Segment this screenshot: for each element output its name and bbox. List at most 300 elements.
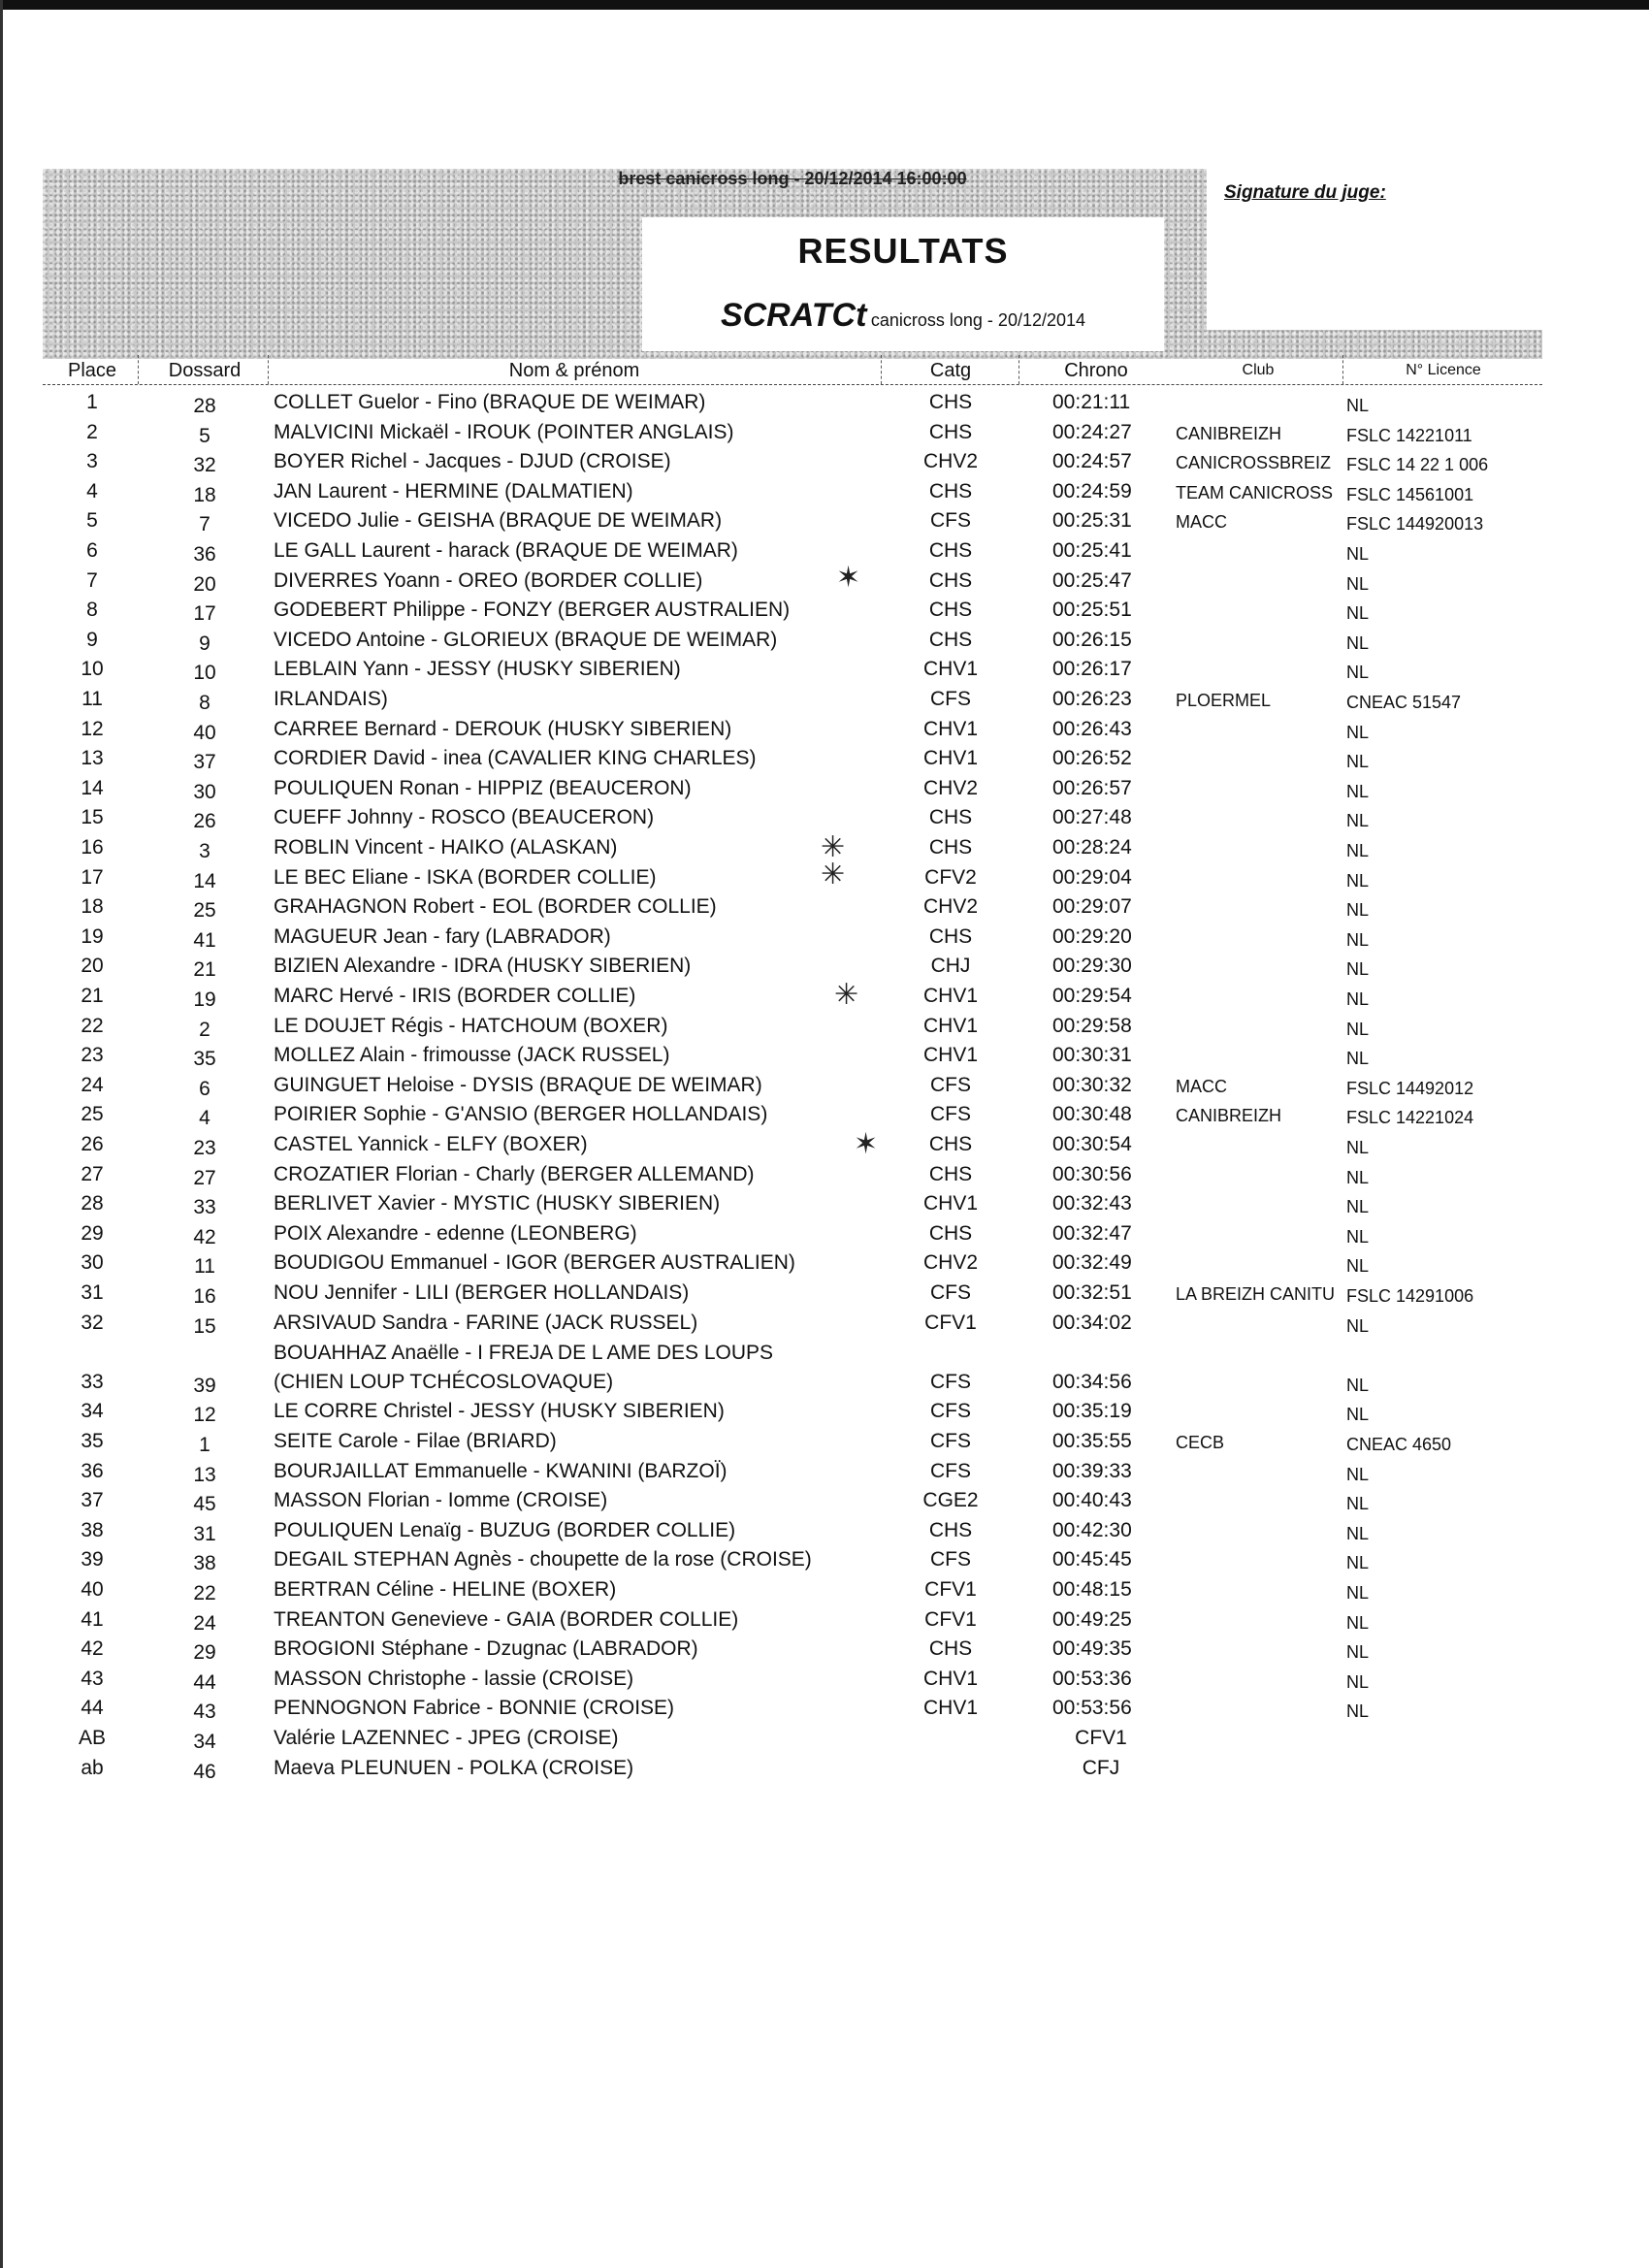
- table-row: [0, 951, 1649, 981]
- licence-cell: NL: [1346, 752, 1370, 772]
- dossard-cell: 26: [193, 810, 216, 833]
- place-cell: 9: [86, 628, 98, 651]
- licence-cell: CNEAC 4650: [1346, 1435, 1452, 1454]
- place-cell: 4: [86, 479, 98, 502]
- licence-cell: NL: [1346, 959, 1370, 980]
- chrono-cell: 00:49:35: [1052, 1637, 1132, 1661]
- catg-cell: CFV1: [1075, 1727, 1127, 1749]
- name-cell: Valérie LAZENNEC - JPEG (CROISE): [274, 1727, 619, 1749]
- catg-cell: CHV2: [922, 776, 979, 799]
- name-cell: LE GALL Laurent - harack (BRAQUE DE WEIMAR): [274, 539, 738, 562]
- name-cell: Maeva PLEUNUEN - POLKA (CROISE): [274, 1756, 634, 1779]
- club-cell: CANIBREIZH: [1176, 1106, 1282, 1126]
- place-cell: 27: [81, 1162, 104, 1185]
- licence-cell: NL: [1346, 900, 1370, 921]
- name-cell-line1: BOUAHHAZ Anaëlle - I FREJA DE L AME DES LOUPS: [274, 1341, 774, 1364]
- catg-cell: CHS: [928, 479, 973, 502]
- catg-cell: CHS: [928, 391, 973, 413]
- place-cell: 18: [81, 895, 104, 919]
- place-cell: 17: [81, 865, 104, 889]
- chrono-cell: 00:29:04: [1052, 865, 1132, 889]
- place-cell: 8: [86, 599, 98, 622]
- table-row-abandon: [0, 1723, 1649, 1753]
- licence-cell: NL: [1346, 722, 1370, 742]
- name-cell: MOLLEZ Alain - frimousse (JACK RUSSEL): [274, 1044, 670, 1067]
- dossard-cell: 2: [199, 1018, 210, 1041]
- table-row: [0, 1070, 1649, 1100]
- dossard-cell: 25: [193, 899, 216, 923]
- table-row: [0, 1341, 1649, 1397]
- dossard-cell: 19: [193, 988, 216, 1011]
- name-cell: BROGIONI Stéphane - Dzugnac (LABRADOR): [274, 1637, 698, 1661]
- dossard-cell: 14: [193, 869, 216, 892]
- chrono-cell: 00:29:30: [1052, 955, 1132, 978]
- chrono-cell: 00:30:56: [1052, 1162, 1132, 1185]
- licence-cell: NL: [1346, 573, 1370, 594]
- place-cell: 33: [81, 1370, 104, 1393]
- table-row: [0, 1099, 1649, 1129]
- chrono-cell: 00:21:11: [1052, 391, 1131, 413]
- licence-cell: NL: [1346, 1019, 1370, 1039]
- catg-cell: CHV2: [922, 450, 979, 473]
- place-cell: 26: [81, 1133, 104, 1155]
- place-cell: 12: [81, 717, 104, 740]
- handwritten-star-mark: ✳: [821, 859, 846, 891]
- dossard-cell: 40: [193, 721, 216, 744]
- place-cell: 35: [81, 1430, 104, 1452]
- licence-cell: FSLC 14291006: [1346, 1286, 1474, 1306]
- catg-cell: CFJ: [1082, 1756, 1120, 1779]
- col-chrono: Chrono: [1064, 360, 1128, 381]
- name-cell: BOYER Richel - Jacques - DJUD (CROISE): [274, 450, 671, 473]
- name-cell: LE DOUJET Régis - HATCHOUM (BOXER): [274, 1014, 668, 1037]
- name-cell: TREANTON Genevieve - GAIA (BORDER COLLIE): [274, 1607, 739, 1631]
- dossard-cell: 39: [193, 1374, 216, 1397]
- licence-cell: NL: [1346, 989, 1370, 1009]
- table-row: [0, 1515, 1649, 1545]
- place-cell: 30: [81, 1251, 104, 1275]
- licence-cell: NL: [1346, 1642, 1370, 1663]
- licence-cell: FSLC 144920013: [1346, 514, 1484, 535]
- header-divider: [43, 384, 1542, 385]
- catg-cell: CFS: [930, 1370, 971, 1393]
- dossard-cell: 12: [193, 1404, 216, 1427]
- licence-cell: NL: [1346, 841, 1370, 860]
- dossard-cell: 22: [193, 1582, 216, 1604]
- name-cell: PENNOGNON Fabrice - BONNIE (CROISE): [274, 1697, 675, 1720]
- club-cell: TEAM CANICROSS: [1176, 482, 1334, 502]
- col-separator: [268, 355, 269, 384]
- dossard-cell: 30: [193, 780, 216, 803]
- dossard-cell: 3: [199, 840, 210, 862]
- chrono-cell: 00:26:23: [1052, 688, 1132, 710]
- catg-cell: CFS: [930, 1073, 971, 1096]
- licence-cell: NL: [1346, 1256, 1370, 1277]
- chrono-cell: 00:34:02: [1052, 1311, 1132, 1334]
- table-row: [0, 1664, 1649, 1694]
- dossard-cell: 17: [193, 602, 216, 626]
- chrono-cell: 00:26:52: [1052, 747, 1132, 770]
- col-separator: [881, 355, 882, 384]
- licence-cell: NL: [1346, 396, 1370, 415]
- dossard-cell: 5: [199, 424, 210, 447]
- club-cell: MACC: [1176, 1076, 1227, 1096]
- col-separator: [1018, 355, 1019, 384]
- col-separator: [1342, 355, 1343, 384]
- table-row: [0, 446, 1649, 476]
- dossard-cell: 24: [193, 1611, 216, 1635]
- chrono-cell: 00:27:48: [1052, 806, 1132, 829]
- name-cell: DIVERRES Yoann - OREO (BORDER COLLIE): [274, 568, 703, 592]
- table-row: [0, 1011, 1649, 1041]
- dossard-cell: 34: [193, 1731, 216, 1753]
- dossard-cell: 8: [199, 692, 210, 714]
- name-cell: COLLET Guelor - Fino (BRAQUE DE WEIMAR): [274, 391, 706, 413]
- licence-cell: NL: [1346, 929, 1370, 950]
- club-cell: LA BREIZH CANITU: [1176, 1284, 1336, 1304]
- licence-cell: FSLC 14221024: [1346, 1108, 1474, 1128]
- table-row: [0, 1604, 1649, 1635]
- dossard-cell: 33: [193, 1196, 216, 1219]
- table-row: [0, 1278, 1649, 1308]
- table-row: [0, 1693, 1649, 1723]
- place-cell: 19: [81, 924, 104, 948]
- catg-cell: CHV1: [922, 1014, 979, 1037]
- chrono-cell: 00:29:20: [1052, 924, 1132, 948]
- table-row: [0, 476, 1649, 506]
- club-cell: CANIBREIZH: [1176, 423, 1282, 443]
- licence-cell: NL: [1346, 1315, 1370, 1336]
- place-cell: 5: [86, 509, 98, 533]
- table-row: [0, 1574, 1649, 1604]
- name-cell: BOUDIGOU Emmanuel - IGOR (BERGER AUSTRALIEN): [274, 1251, 795, 1275]
- table-row: [0, 773, 1649, 803]
- dossard-cell: 31: [193, 1522, 216, 1545]
- page-title: RESULTATS: [797, 231, 1009, 271]
- licence-cell: FSLC 14492012: [1346, 1078, 1474, 1098]
- catg-cell: CFS: [930, 1430, 971, 1452]
- table-row: [0, 535, 1649, 566]
- name-cell: POIRIER Sophie - G'ANSIO (BERGER HOLLANDAIS): [274, 1103, 768, 1126]
- place-cell: 1: [86, 391, 98, 413]
- chrono-cell: 00:35:55: [1052, 1430, 1132, 1452]
- table-row: [0, 891, 1649, 922]
- name-cell: BERTRAN Céline - HELINE (BOXER): [274, 1578, 617, 1601]
- club-cell: MACC: [1176, 512, 1227, 533]
- chrono-cell: 00:30:48: [1052, 1103, 1132, 1126]
- name-cell: VICEDO Antoine - GLORIEUX (BRAQUE DE WEIMAR): [274, 628, 778, 651]
- club-cell: CECB: [1176, 1433, 1225, 1452]
- chrono-cell: 00:26:17: [1052, 658, 1132, 681]
- catg-cell: CHV1: [922, 747, 979, 770]
- name-cell: BERLIVET Xavier - MYSTIC (HUSKY SIBERIEN): [274, 1192, 721, 1215]
- name-cell: CORDIER David - inea (CAVALIER KING CHARLES): [274, 747, 757, 770]
- place-cell: 23: [81, 1044, 104, 1067]
- name-cell: ROBLIN Vincent - HAIKO (ALASKAN): [274, 836, 618, 859]
- dossard-cell: 36: [193, 543, 216, 566]
- licence-cell: CNEAC 51547: [1346, 693, 1462, 712]
- table-row: [0, 1159, 1649, 1189]
- dossard-cell: 9: [199, 632, 210, 655]
- licence-cell: NL: [1346, 1583, 1370, 1603]
- table-row-abandon: [0, 1753, 1649, 1783]
- place-cell: 28: [81, 1192, 104, 1215]
- dossard-cell: 6: [199, 1077, 210, 1100]
- name-cell: MALVICINI Mickaël - IROUK (POINTER ANGLAIS): [274, 420, 734, 443]
- place-cell: 7: [86, 568, 98, 592]
- place-cell: 16: [81, 836, 104, 859]
- catg-cell: CHV2: [922, 895, 979, 919]
- place-cell: 42: [81, 1637, 104, 1661]
- dossard-cell: 42: [193, 1225, 216, 1248]
- chrono-cell: 00:28:24: [1052, 836, 1132, 859]
- handwritten-star-mark: ✶: [836, 562, 861, 594]
- dossard-cell: 41: [193, 928, 216, 952]
- catg-cell: CHV1: [922, 1667, 979, 1690]
- chrono-cell: 00:29:07: [1052, 895, 1132, 919]
- catg-cell: CFS: [930, 1281, 971, 1304]
- place-cell: 31: [81, 1281, 104, 1304]
- col-name: Nom & prénom: [508, 360, 640, 381]
- catg-cell: CHV1: [922, 658, 979, 681]
- place-cell: 21: [81, 985, 104, 1007]
- chrono-cell: 00:25:41: [1052, 539, 1132, 562]
- scan-top-edge: [0, 0, 1649, 10]
- catg-cell: CHS: [928, 628, 973, 651]
- chrono-cell: 00:39:33: [1052, 1459, 1132, 1482]
- table-row: [0, 684, 1649, 714]
- dossard-cell: 11: [194, 1255, 215, 1279]
- table-row: [0, 1396, 1649, 1426]
- catg-cell: CHS: [928, 924, 973, 948]
- subtitle-small: canicross long - 20/12/2014: [870, 310, 1086, 330]
- licence-cell: NL: [1346, 1464, 1370, 1484]
- dossard-cell: 15: [193, 1314, 216, 1338]
- chrono-cell: 00:29:54: [1052, 985, 1132, 1007]
- licence-cell: NL: [1346, 1494, 1370, 1514]
- signature-box: [1207, 169, 1542, 330]
- dossard-cell: 20: [193, 572, 216, 596]
- table-row: [0, 1485, 1649, 1515]
- dossard-cell: 28: [193, 395, 216, 417]
- licence-cell: NL: [1346, 1138, 1370, 1157]
- dossard-cell: 38: [193, 1552, 216, 1575]
- place-cell: 34: [81, 1400, 104, 1423]
- catg-cell: CFV1: [924, 1607, 977, 1631]
- place-cell: 22: [81, 1014, 104, 1037]
- licence-cell: NL: [1346, 1612, 1370, 1633]
- name-cell: LE CORRE Christel - JESSY (HUSKY SIBERIEN): [274, 1400, 725, 1423]
- table-row: [0, 505, 1649, 535]
- chrono-cell: 00:32:43: [1052, 1192, 1132, 1215]
- catg-cell: CHS: [928, 599, 973, 622]
- event-line: brest canicross long - 20/12/2014 16:00:00: [618, 169, 967, 188]
- table-row: [0, 1456, 1649, 1486]
- table-row: [0, 981, 1649, 1011]
- place-cell: 43: [81, 1667, 104, 1690]
- catg-cell: CHV1: [922, 1697, 979, 1720]
- col-catg: Catg: [929, 360, 972, 381]
- name-cell: POIX Alexandre - edenne (LEONBERG): [274, 1221, 637, 1245]
- title-box: [642, 217, 1164, 351]
- catg-cell: CFS: [930, 688, 971, 710]
- club-cell: CANICROSSBREIZ: [1176, 453, 1332, 473]
- licence-cell: NL: [1346, 663, 1370, 683]
- chrono-cell: 00:24:57: [1052, 450, 1132, 473]
- table-row: [0, 1634, 1649, 1664]
- catg-cell: CHS: [928, 806, 973, 829]
- chrono-cell: 00:30:32: [1052, 1073, 1132, 1096]
- licence-cell: FSLC 14221011: [1346, 425, 1472, 445]
- table-row: [0, 595, 1649, 625]
- catg-cell: CHV1: [922, 985, 979, 1007]
- chrono-cell: 00:53:36: [1052, 1667, 1132, 1690]
- chrono-cell: 00:24:27: [1052, 420, 1132, 443]
- place-cell: 25: [81, 1103, 104, 1126]
- place-cell: 14: [81, 776, 104, 799]
- table-row: [0, 1188, 1649, 1218]
- table-row: [0, 1426, 1649, 1456]
- chrono-cell: 00:45:45: [1052, 1548, 1132, 1571]
- catg-cell: CHS: [928, 539, 973, 562]
- table-row: [0, 1040, 1649, 1070]
- dossard-cell: 23: [193, 1137, 216, 1159]
- dossard-cell: 10: [193, 662, 216, 685]
- licence-cell: NL: [1346, 544, 1370, 564]
- name-cell: MASSON Christophe - lassie (CROISE): [274, 1667, 634, 1690]
- place-cell: 20: [81, 955, 104, 978]
- licence-cell: FSLC 14 22 1 006: [1346, 455, 1489, 475]
- handwritten-star-mark: ✳: [821, 831, 846, 863]
- name-cell: POULIQUEN Lenaïg - BUZUG (BORDER COLLIE): [274, 1518, 736, 1541]
- chrono-cell: 00:53:56: [1052, 1697, 1132, 1720]
- catg-cell: CHS: [928, 1221, 973, 1245]
- name-cell: CARREE Bernard - DEROUK (HUSKY SIBERIEN): [274, 717, 732, 740]
- table-row: [0, 1129, 1649, 1159]
- licence-cell: NL: [1346, 1049, 1370, 1069]
- place-cell: 32: [81, 1311, 104, 1334]
- catg-cell: CFS: [930, 1459, 971, 1482]
- signature-label: Signature du juge:: [1224, 182, 1386, 203]
- name-cell: NOU Jennifer - LILI (BERGER HOLLANDAIS): [274, 1281, 690, 1304]
- name-cell: SEITE Carole - Filae (BRIARD): [274, 1430, 557, 1452]
- name-cell: ARSIVAUD Sandra - FARINE (JACK RUSSEL): [274, 1311, 698, 1334]
- chrono-cell: 00:34:56: [1052, 1370, 1132, 1393]
- place-cell: 39: [81, 1548, 104, 1571]
- results-header: [43, 169, 1542, 359]
- catg-cell: CHS: [928, 568, 973, 592]
- dossard-cell: 45: [193, 1493, 216, 1516]
- catg-cell: CHV1: [922, 717, 979, 740]
- catg-cell: CFV1: [924, 1311, 977, 1334]
- place-cell: AB: [78, 1727, 106, 1749]
- dossard-cell: 29: [193, 1641, 216, 1665]
- col-licence: N° Licence: [1406, 362, 1481, 378]
- licence-cell: NL: [1346, 1375, 1370, 1395]
- place-cell: ab: [81, 1756, 104, 1779]
- name-cell: CUEFF Johnny - ROSCO (BEAUCERON): [274, 806, 655, 829]
- chrono-cell: 00:24:59: [1052, 479, 1132, 502]
- catg-cell: CFV1: [924, 1578, 977, 1601]
- licence-cell: NL: [1346, 1197, 1370, 1217]
- name-cell: VICEDO Julie - GEISHA (BRAQUE DE WEIMAR): [274, 509, 723, 533]
- table-row: [0, 654, 1649, 684]
- catg-cell: CHS: [928, 1133, 973, 1155]
- chrono-cell: 00:48:15: [1052, 1578, 1132, 1601]
- place-cell: 37: [81, 1489, 104, 1512]
- licence-cell: FSLC 14561001: [1346, 484, 1474, 504]
- catg-cell: CFS: [930, 509, 971, 533]
- chrono-cell: 00:29:58: [1052, 1014, 1132, 1037]
- table-row: [0, 1308, 1649, 1338]
- catg-cell: CHS: [928, 1637, 973, 1661]
- chrono-cell: 00:26:43: [1052, 717, 1132, 740]
- chrono-cell: 00:26:57: [1052, 776, 1132, 799]
- place-cell: 38: [81, 1518, 104, 1541]
- catg-cell: CHS: [928, 1518, 973, 1541]
- licence-cell: NL: [1346, 811, 1370, 831]
- chrono-cell: 00:25:31: [1052, 509, 1132, 533]
- licence-cell: NL: [1346, 632, 1370, 653]
- table-row: [0, 417, 1649, 447]
- chrono-cell: 00:30:31: [1052, 1044, 1132, 1067]
- chrono-cell: 00:26:15: [1052, 628, 1132, 651]
- handwritten-star-mark: ✳: [834, 979, 859, 1011]
- licence-cell: NL: [1346, 1167, 1370, 1187]
- dossard-cell: 46: [193, 1760, 216, 1783]
- dossard-cell: 32: [193, 454, 216, 477]
- chrono-cell: 00:25:51: [1052, 599, 1132, 622]
- catg-cell: CHS: [928, 836, 973, 859]
- name-cell: BOURJAILLAT Emmanuelle - KWANINI (BARZOÏ): [274, 1459, 728, 1482]
- place-cell: 29: [81, 1221, 104, 1245]
- name-cell: BIZIEN Alexandre - IDRA (HUSKY SIBERIEN): [274, 955, 692, 978]
- name-cell: MAGUEUR Jean - fary (LABRADOR): [274, 924, 611, 948]
- name-cell: DEGAIL STEPHAN Agnès - choupette de la rose (CROISE): [274, 1548, 812, 1571]
- name-cell: GODEBERT Philippe - FONZY (BERGER AUSTRALIEN): [274, 599, 791, 622]
- catg-cell: CHS: [928, 420, 973, 443]
- place-cell: 41: [81, 1607, 104, 1631]
- chrono-cell: 00:32:49: [1052, 1251, 1132, 1275]
- dossard-cell: 18: [193, 483, 216, 506]
- place-cell: 6: [86, 539, 98, 562]
- catg-cell: CFS: [930, 1548, 971, 1571]
- chrono-cell: 00:32:51: [1052, 1281, 1132, 1304]
- catg-cell: CHS: [928, 1162, 973, 1185]
- place-cell: 36: [81, 1459, 104, 1482]
- col-place: Place: [67, 360, 117, 381]
- catg-cell: CFS: [930, 1103, 971, 1126]
- name-cell: CROZATIER Florian - Charly (BERGER ALLEMAND): [274, 1162, 755, 1185]
- dossard-cell: 7: [199, 513, 210, 536]
- col-club: Club: [1242, 362, 1275, 378]
- chrono-cell: 00:49:25: [1052, 1607, 1132, 1631]
- dossard-cell: 16: [193, 1285, 216, 1308]
- name-cell: CASTEL Yannick - ELFY (BOXER): [274, 1133, 588, 1155]
- col-separator: [138, 355, 139, 384]
- licence-cell: NL: [1346, 603, 1370, 624]
- licence-cell: NL: [1346, 870, 1370, 891]
- place-cell: 13: [81, 747, 104, 770]
- dossard-cell: 35: [193, 1048, 216, 1071]
- table-row: [0, 1544, 1649, 1574]
- name-cell: LE BEC Eliane - ISKA (BORDER COLLIE): [274, 865, 657, 889]
- club-cell: PLOERMEL: [1176, 691, 1272, 710]
- chrono-cell: 00:42:30: [1052, 1518, 1132, 1541]
- dossard-cell: 27: [193, 1166, 216, 1189]
- dossard-cell: 44: [193, 1670, 216, 1694]
- name-cell: MARC Hervé - IRIS (BORDER COLLIE): [274, 985, 636, 1007]
